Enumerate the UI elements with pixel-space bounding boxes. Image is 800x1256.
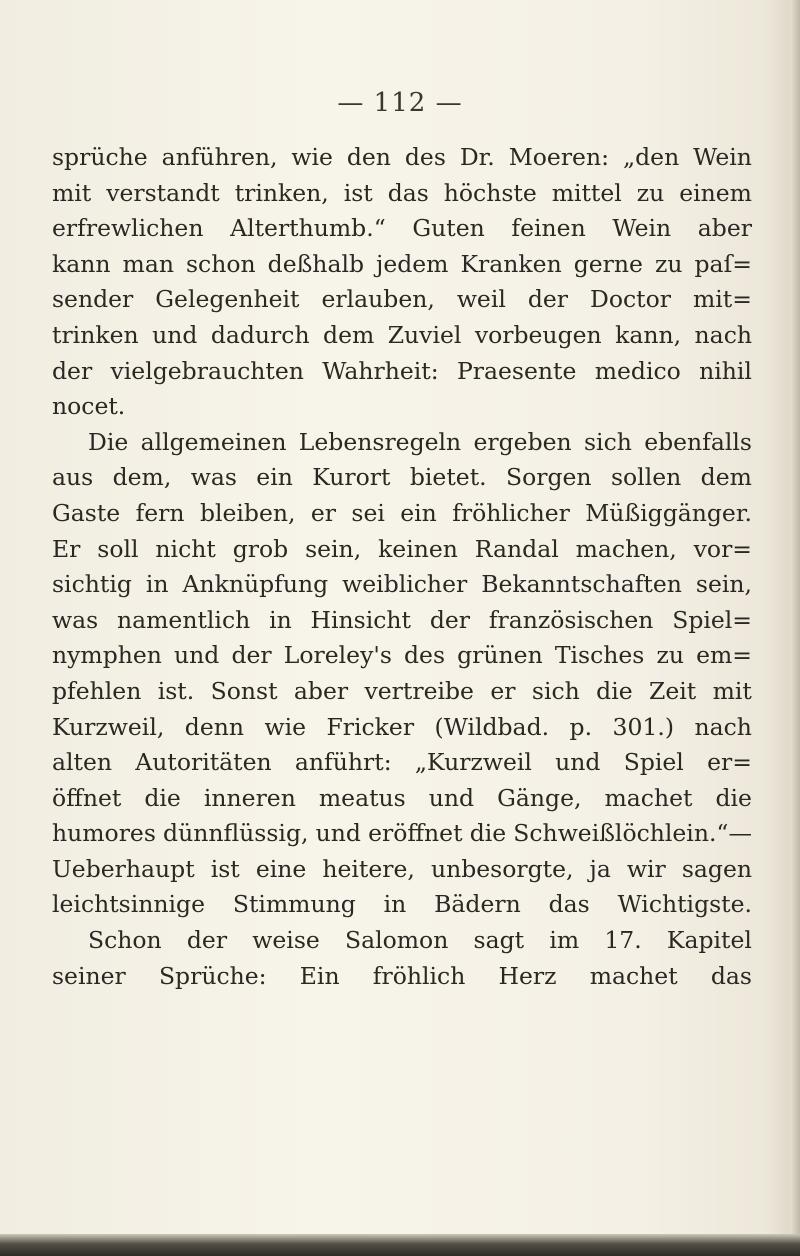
text-line: pfehlen ist. Sonst aber vertreibe er sich die Zeit mit xyxy=(52,676,752,705)
page-bottom-edge xyxy=(0,1234,800,1256)
text-line: Ueberhaupt ist eine heitere, unbesorgte, ja wir sagen xyxy=(52,854,752,883)
text-line: Kurzweil, denn wie Fricker (Wildbad. p. 301.) nach xyxy=(52,712,752,741)
text-line: was namentlich in Hinsicht der französischen Spiel= xyxy=(52,605,752,634)
text-line: mit verstandt trinken, ist das höchste mittel zu einem xyxy=(52,178,752,207)
body-text xyxy=(52,140,752,994)
text-line: Er soll nicht grob sein, keinen Randal machen, vor= xyxy=(52,534,752,563)
text-line: nocet. xyxy=(52,392,126,421)
text-line: aus dem, was ein Kurort bietet. Sorgen sollen dem xyxy=(52,463,752,492)
text-line: alten Autoritäten anführt: „Kurzweil und Spiel er= xyxy=(52,748,752,777)
text-line: humores dünnflüssig, und eröffnet die Schweißlöchlein.“— xyxy=(52,819,752,848)
text-line: sichtig in Anknüpfung weiblicher Bekanntschaften sein, xyxy=(52,570,752,599)
page-right-edge xyxy=(790,0,800,1256)
text-line: nymphen und der Loreley's des grünen Tisches zu em= xyxy=(52,641,752,670)
text-line: öffnet die inneren meatus und Gänge, machet die xyxy=(52,783,752,812)
text-line: Schon der weise Salomon sagt im 17. Kapitel xyxy=(88,926,752,955)
page-number-header: — 112 — xyxy=(337,88,463,118)
text-line: Gaste fern bleiben, er sei ein fröhlicher Müßiggänger. xyxy=(52,498,752,527)
text-line: sender Gelegenheit erlauben, weil der Doctor mit= xyxy=(52,285,752,314)
text-line: trinken und dadurch dem Zuviel vorbeugen kann, nach xyxy=(52,320,752,349)
text-line: leichtsinnige Stimmung in Bädern das Wichtigste. xyxy=(52,890,752,919)
text-line: der vielgebrauchten Wahrheit: Praesente medico nihil xyxy=(52,356,752,385)
text-line: kann man schon deßhalb jedem Kranken gerne zu paſ= xyxy=(52,249,752,278)
text-line: erfrewlichen Alterthumb.“ Guten feinen Wein aber xyxy=(52,214,752,243)
text-line: sprüche anführen, wie den des Dr. Moeren: „den Wein xyxy=(52,143,752,171)
text-line: Die allgemeinen Lebensregeln ergeben sich ebenfalls xyxy=(88,427,752,456)
text-line: seiner Sprüche: Ein fröhlich Herz machet das xyxy=(52,961,752,990)
